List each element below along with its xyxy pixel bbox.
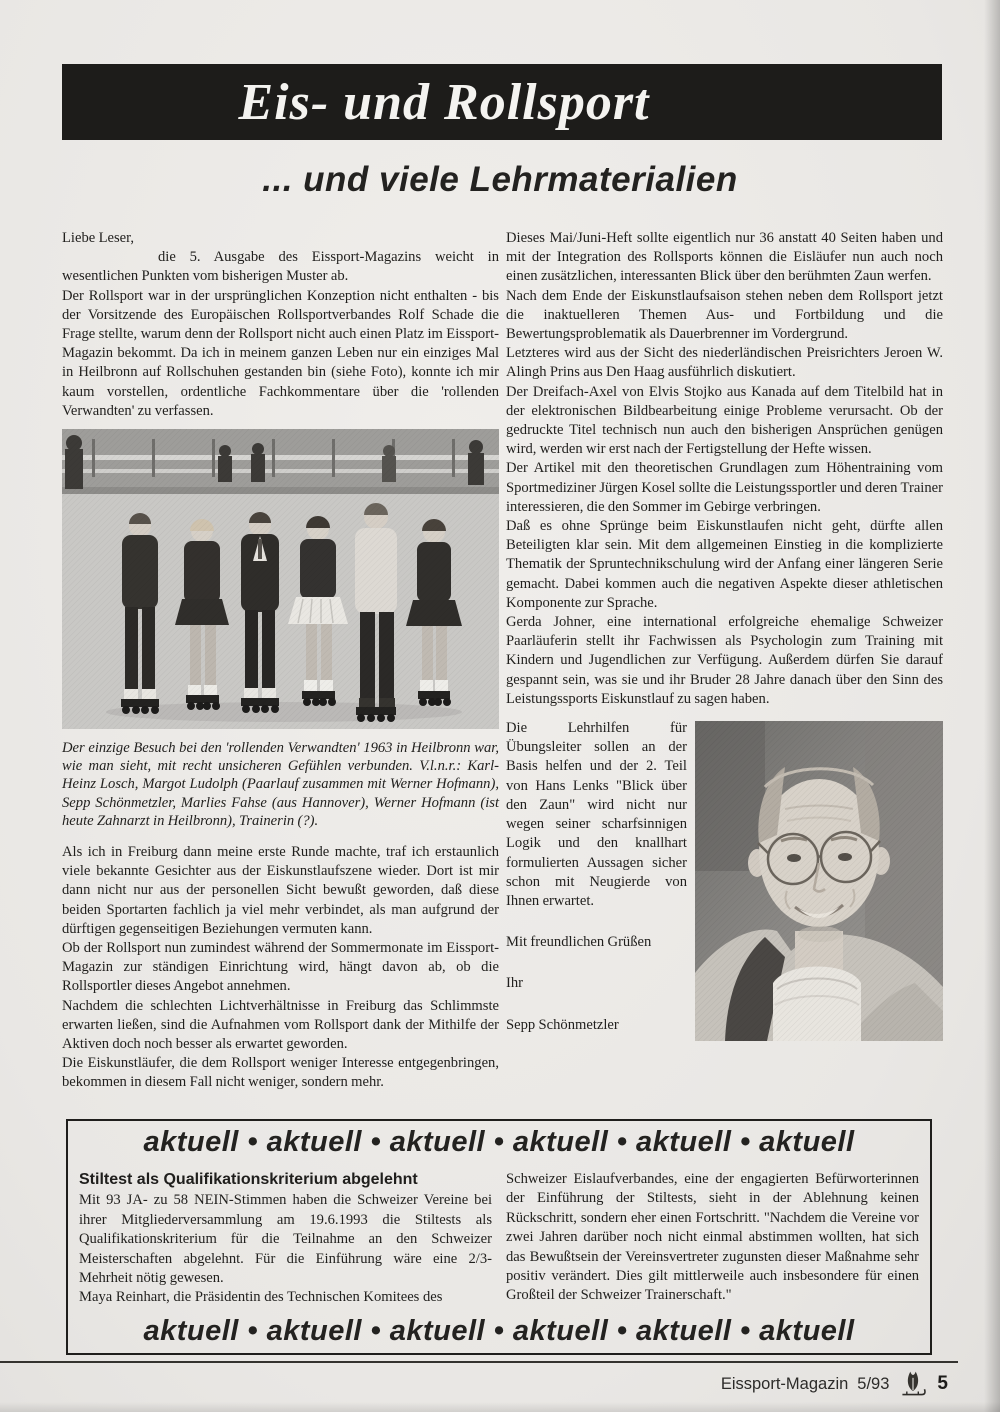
right-column <box>506 229 943 1045</box>
paragraph: die 5. Ausgabe des Eissport-Magazins weicht in wesentlichen Punkten vom bisherigen Muster ab. <box>62 249 499 285</box>
photo-caption: Der einzige Besuch bei den 'rollenden Verwandten' 1963 in Heilbronn war, wie man sieht, mit recht unsicheren Gefühlen verbunden. V.l.n.r.: Karl-Heinz Losch, Margot Ludolph (Paarlauf zusammen mit Werner Hofmann), Sepp Schönmetzler, Marlies Fahse (aus Hannover), Werner Hofmann (ist heute Zahnarzt in Heilbronn), Trainerin (?). <box>62 740 499 829</box>
footer-magazine-name: Eissport-Magazin <box>720 1374 849 1393</box>
paragraph: Der Dreifach-Axel von Elvis Stojko aus Kanada auf dem Titelbild hat in der elektronischen Bildbearbeitung einige Probleme verursacht. Ob der gedruckte Titel technisch nun auch den bisherigen Ansprüchen genügen wird, werden wir erst nach der Fertigstellung der Hefte wissen. <box>506 383 943 458</box>
aktuell-box-columns <box>79 1170 919 1308</box>
aktuell-box-right-column <box>506 1170 919 1308</box>
box-heading: Stiltest als Qualifikationskriterium abgelehnt <box>79 1171 418 1188</box>
group-photo-figure <box>62 429 499 729</box>
paragraph: Die Lehrhilfen für Übungsleiter sollen an der Basis helfen und der 2. Teil von Hans Lenks "Blick über den Zaun" wird nicht nur wegen seiner scharfsinnigen Logik und den knallhart formulierten Aussagen sicher schon mit Neugierde von Ihnen erwartet. <box>506 720 687 909</box>
salutation: Liebe Leser, <box>62 230 135 246</box>
paragraph: Schweizer Eislaufverbandes, eine der engagierten Befürworterinnen der Einführung der Stiltests, sieht in der Ablehnung keinen Rückschritt, sondern eher einen Fortschritt. "Nachdem die Vereine vor zwei Jahren darüber noch nicht einmal abstimmen wollten, hat sich das Bewußtsein der Vereinsvertreter zugunsten dieser Maßnahme sehr positiv verändert. Dies gilt mittlerweile auch insbesondere für einen Großteil der Schweizer Trainerschaft." <box>506 1171 919 1304</box>
paragraph: Der Rollsport war in der ursprünglichen Konzeption nicht enthalten - bis der Vorsitzende des Europäischen Rollsportverbandes Rolf Schade die Frage stellte, warum denn der Rollsport nicht auch einen Platz im Eissport-Magazin bekommt. Da ich in meinem ganzen Leben nur ein einziges Mal in Heilbronn auf Rollschuhen gestanden bin (siehe Foto), konnte ich mir kaum vorstellen, ordentliche Fachkommentare über die 'rollenden Verwandten' zu verfassen. <box>62 287 499 419</box>
sepp-schoenmetzler-portrait <box>695 721 943 1041</box>
paragraph: Als ich in Freiburg dann meine erste Runde machte, traf ich erstaunlich viele bekannte Gesichter aus der Eiskunstlaufszene wieder. Dort ist mir dann nicht nur aus der personellen Sicht bewußt geworden, daß diese beiden Sportarten fachlich ja viel mehr verbindet, als man aufgrund der dürftigen gegenseitigen Beziehungen vermuten kann. <box>62 844 499 937</box>
closing-line: Mit freundlichen Grüßen <box>506 934 652 951</box>
paragraph: Nachdem die schlechten Lichtverhältnisse in Freiburg das Schlimmste erwarten ließen, sind die Aufnahmen vom Rollsport dank der Mithilfe der Aktiven doch noch besser als erwartet geworden. <box>62 997 499 1053</box>
page-number: 5 <box>937 1373 948 1394</box>
aktuell-box <box>66 1119 932 1355</box>
paragraph: Daß es ohne Sprünge beim Eiskunstlaufen nicht geht, dürfte allen Beteiligten klar sein. Mit dem allgemeinen Einstieg in die komplizierte Thematik der Spruntechnikschulung wird der Anfang einer längeren Serie gemacht. Dabei kommen auch die negativen Aspekte dieser athletischen Komponente zur Sprache. <box>506 518 943 611</box>
portrait-section <box>506 719 943 1035</box>
footer <box>721 1368 948 1400</box>
signature: Sepp Schönmetzler <box>506 1016 619 1033</box>
article-title: ... und viele Lehrmaterialien <box>262 160 738 199</box>
closing-line: Ihr <box>506 975 524 992</box>
skate-logo-icon <box>898 1368 928 1400</box>
paragraph: Gerda Johner, eine international erfolgreiche ehemalige Schweizer Paarläuferin stellt ihr Fachwissen als Psychologin zum Training mit Kindern und Jugendlichen zur Verfügung. Außerdem dürfen Sie darauf gespannt sein, was sie und ihr Bruder 28 Jahre danach über den Sinn des Leistungssports Eiskunstlauf zu sagen haben. <box>506 614 943 707</box>
paragraph: Mit 93 JA- zu 58 NEIN-Stimmen haben die Schweizer Vereine bei ihrer Mitgliederversammlung am 19.6.1993 die Stiltests als Qualifikationskriterium für die Teilnahme an den Schweizer Meisterschaften abgelehnt. Für die Einführung wäre eine 2/3-Mehrheit nötig gewesen. <box>79 1192 492 1287</box>
section-title: Eis- und Rollsport <box>238 73 650 131</box>
paragraph: Ob der Rollsport nun zumindest während der Sommermonate im Eissport-Magazin zur ständigen Einrichtung wird, hängt davon ab, ob die Rollsportler dieses Angebot annehmen. <box>62 940 499 995</box>
footer-rule <box>0 1361 958 1363</box>
aktuell-box-left-column <box>79 1170 492 1308</box>
aktuell-banner-top: aktuell • aktuell • aktuell • aktuell • aktuell • aktuell <box>143 1126 855 1158</box>
paragraph: Nach dem Ende der Eiskunstlaufsaison stehen neben dem Rollsport jetzt die inaktuelleren Themen Aus- und Fortbildung und die Bewertungsproblematik als Dauerbrenner im Vordergrund. <box>506 287 943 343</box>
paragraph: Letzteres wird aus der Sicht des niederländischen Preisrichters Jeroen W. Alingh Prins aus Den Haag ausführlich diskutiert. <box>506 345 943 381</box>
paragraph: Maya Reinhart, die Präsidentin des Technischen Komitees des <box>79 1289 443 1306</box>
footer-issue: 5/93 <box>857 1374 890 1393</box>
rollsport-group-photo <box>62 429 499 729</box>
left-column <box>62 229 499 1093</box>
paragraph: Dieses Mai/Juni-Heft sollte eigentlich nur 36 anstatt 40 Seiten haben und mit der Integration des Rollsports können die Eisläufer nun auch noch einen zusätzlichen, interessanten Blick über den berühmten Zaun werfen. <box>506 230 943 285</box>
aktuell-banner-bottom: aktuell • aktuell • aktuell • aktuell • aktuell • aktuell <box>143 1315 855 1347</box>
section-banner <box>62 64 942 140</box>
paragraph: Die Eiskunstläufer, die dem Rollsport weniger Interesse entgegenbringen, bekommen in diesem Fall nicht weniger, sondern mehr. <box>62 1055 499 1091</box>
paragraph: Der Artikel mit den theoretischen Grundlagen zum Höhentraining vom Sportmediziner Jürgen Kosel sollte die Leistungssportler und deren Trainer interessieren, die den Sommer im Gebirge verbringen. <box>506 460 943 515</box>
